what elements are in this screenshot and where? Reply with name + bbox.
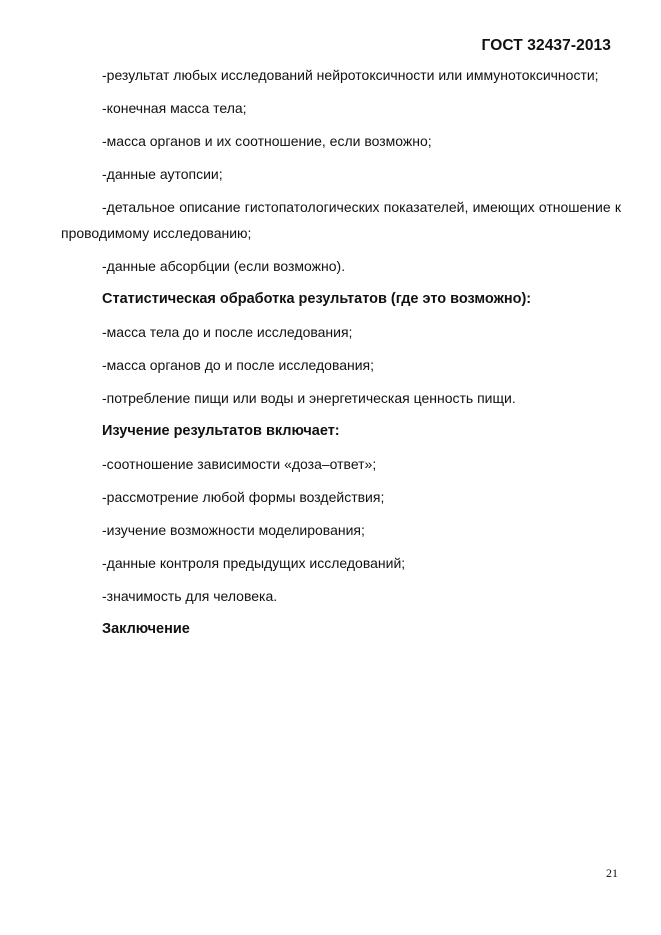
section-heading-results-study: Изучение результатов включает: <box>102 423 340 439</box>
section-heading-conclusion: Заключение <box>102 621 190 637</box>
list-item-exposure-forms: -рассмотрение любой формы воздействия; <box>102 489 385 505</box>
list-item-food-consumption: -потребление пищи или воды и энергетическая ценность пищи. <box>102 390 516 406</box>
list-item-organ-mass: -масса органов и их соотношение, если возможно; <box>102 133 432 149</box>
list-item-human-relevance: -значимость для человека. <box>102 588 278 604</box>
list-item-autopsy: -данные аутопсии; <box>102 166 223 182</box>
list-item-histopathology: -детальное описание гистопатологических показателей, имеющих отношение к проводимому исследованию; <box>61 199 621 241</box>
list-item-modeling: -изучение возможности моделирования; <box>102 522 365 538</box>
list-item-historical-control: -данные контроля предыдущих исследований; <box>102 555 406 571</box>
page-number: 21 <box>606 866 618 880</box>
list-item-final-body-mass: -конечная масса тела; <box>102 100 247 116</box>
section-heading-statistics: Статистическая обработка результатов (где это возможно): <box>102 291 532 307</box>
list-item-body-mass-before-after: -масса тела до и после исследования; <box>102 324 353 340</box>
list-item-neurotoxicity: -результат любых исследований нейротоксичности или иммунотоксичности; <box>102 67 599 83</box>
list-item-dose-response: -соотношение зависимости «доза–ответ»; <box>102 456 377 472</box>
list-item-absorption: -данные абсорбции (если возможно). <box>102 258 346 274</box>
document-body <box>61 62 621 649</box>
document-code: ГОСТ 32437-2013 <box>481 37 611 54</box>
list-item-organ-mass-before-after: -масса органов до и после исследования; <box>102 357 375 373</box>
